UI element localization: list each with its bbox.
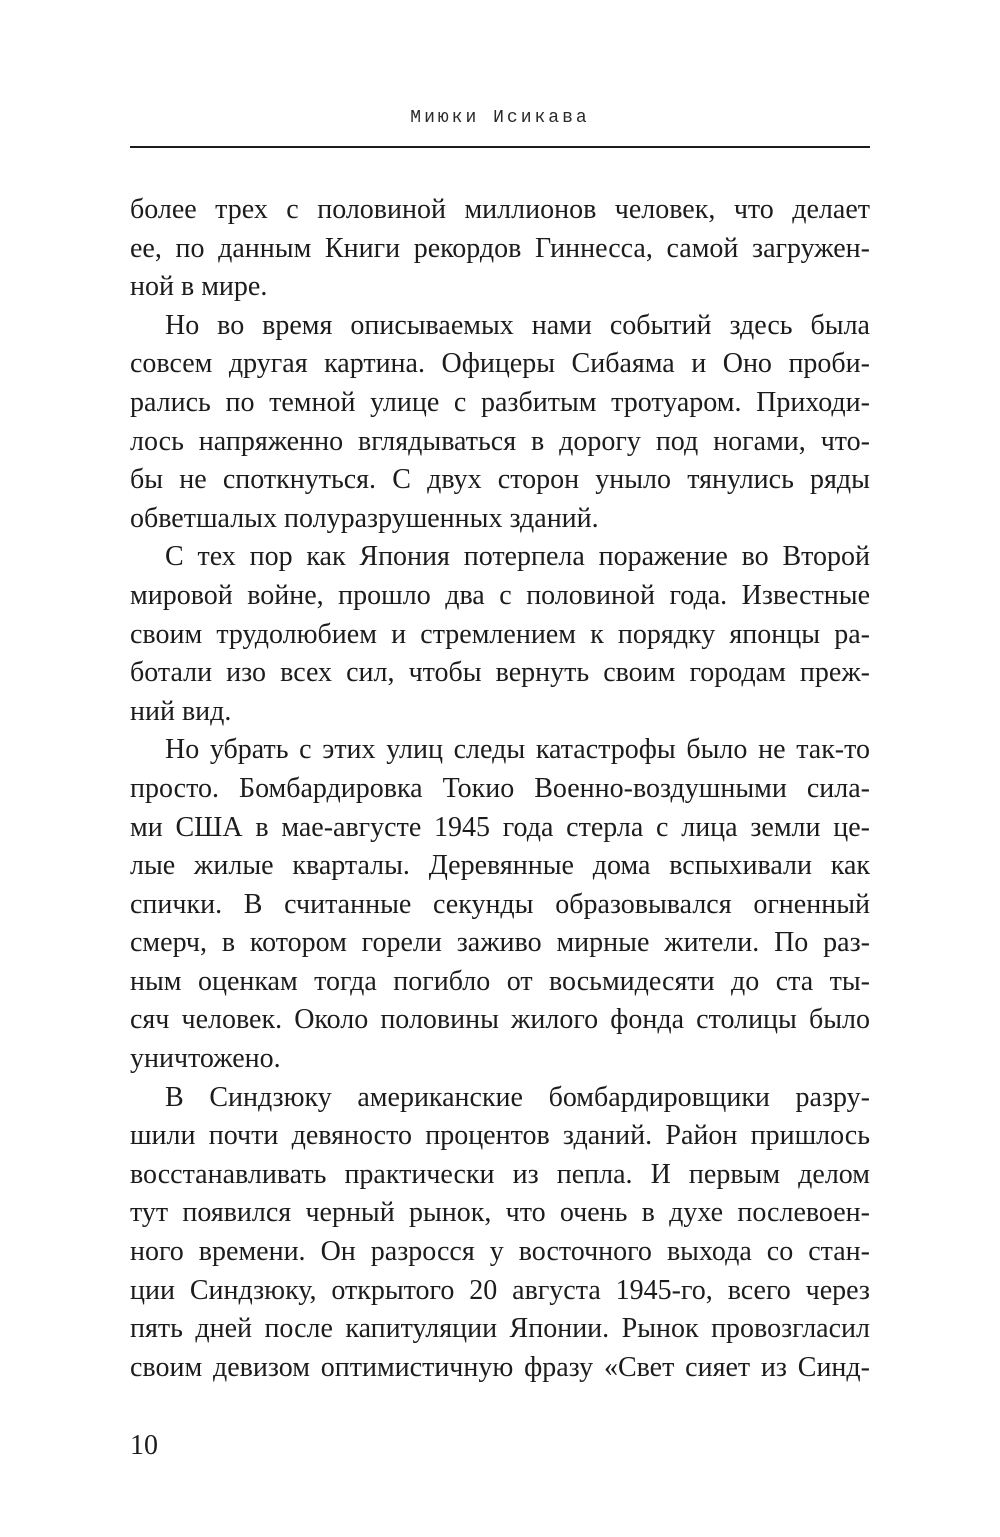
text-line: тут появился черный рынок, что очень в духе послевоен- [130,1197,870,1229]
paragraph [130,1079,870,1388]
text-line: восстанавливать практически из пепла. И первым делом [130,1158,870,1190]
text-line: ми США в мае-августе 1945 года стерла с лица земли це- [130,811,870,843]
text-line: ного времени. Он разросся у восточного выхода со стан- [130,1236,870,1268]
text-line: обветшалых полуразрушенных зданий. [130,502,599,534]
text-line: мировой войне, прошло два с половиной года. Известные [130,579,870,611]
text-line: ботали изо всех сил, чтобы вернуть своим городам преж- [130,657,870,689]
text-line: С тех пор как Япония потерпела поражение во Второй [165,541,870,573]
paragraph [130,731,870,1078]
text-line: уничтожено. [130,1043,281,1075]
text-line: ной в мире. [130,271,268,303]
text-line: просто. Бомбардировка Токио Военно-воздушными сила- [130,772,870,804]
text-line: ее, по данным Книги рекордов Гиннесса, самой загружен- [130,232,870,264]
text-line: спички. В считанные секунды образовывался огненный [130,888,870,920]
text-line: своим девизом оптимистичную фразу «Свет сияет из Синд- [130,1351,870,1383]
paragraph [130,538,870,731]
paragraph [130,191,870,307]
text-line: смерч, в котором горели заживо мирные жители. По раз- [130,927,870,959]
text-line: ным оценкам тогда погибло от восьмидесяти до ста ты- [130,965,870,997]
text-line: лые жилые кварталы. Деревянные дома вспыхивали как [130,850,870,882]
text-line: более трех с половиной миллионов человек, что делает [130,194,870,225]
text-line: пять дней после капитуляции Японии. Рынок провозгласил [130,1313,870,1345]
page-number: 10 [130,1430,158,1461]
text-line: лось напряженно вглядываться в дорогу под ногами, что- [130,425,870,457]
header-rule [130,146,870,148]
text-line: шили почти девяносто процентов зданий. Район пришлось [130,1120,870,1152]
text-line: ний вид. [130,695,232,727]
text-line: В Синдзюку американские бомбардировщики разру- [165,1081,870,1113]
running-title: Миюки Исикава [410,108,590,128]
body-text [130,191,870,1387]
text-line: Но во время описываемых нами событий здесь была [165,309,870,341]
text-line: Но убрать с этих улиц следы катастрофы было не так-то [165,734,870,766]
text-line: своим трудолюбием и стремлением к порядку японцы ра- [130,618,870,650]
paragraph [130,307,870,539]
text-line: совсем другая картина. Офицеры Сибаяма и Оно проби- [130,348,870,380]
text-line: рались по темной улице с разбитым тротуаром. Приходи- [130,386,870,418]
text-line: сяч человек. Около половины жилого фонда столицы было [130,1004,870,1036]
text-line: бы не споткнуться. С двух сторон уныло тянулись ряды [130,464,870,496]
text-line: ции Синдзюку, открытого 20 августа 1945-го, всего через [130,1274,870,1306]
